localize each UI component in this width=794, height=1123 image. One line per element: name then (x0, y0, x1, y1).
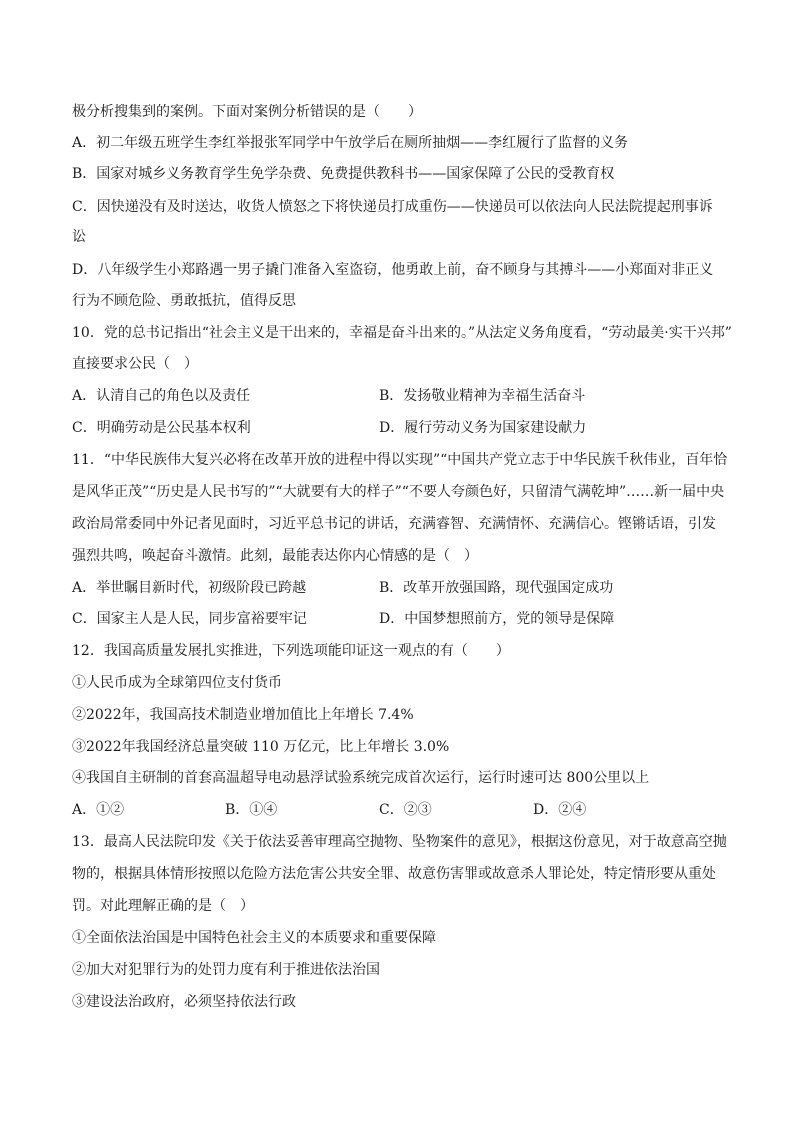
q12-option-c: C．②③ (379, 802, 432, 818)
q11-option-b: B．改革开放强国路，现代强国定成功 (379, 580, 614, 596)
q11-stem-line4: 强烈共鸣，唤起奋斗激情。此刻，最能表达你内心情感的是（ ） (72, 548, 478, 564)
q11-option-c: C．国家主人是人民，同步富裕要牢记 (72, 611, 307, 627)
q11-stem-line1: 11．“中华民族伟大复兴必将在改革开放的进程中得以实现”“中国共产党立志于中华民族千秋伟业，百年恰 (72, 452, 728, 468)
q11-option-a: A．举世瞩目新时代，初级阶段已跨越 (72, 580, 307, 596)
q12-option-b: B．①④ (225, 802, 278, 818)
q11-option-d: D．中国梦想照前方，党的领导是保障 (379, 611, 615, 627)
q9-option-b: B．国家对城乡义务教育学生免学杂费、免费提供教科书——国家保障了公民的受教育权 (72, 166, 615, 182)
q13-stem-line1: 13．最高人民法院印发《关于依法妥善审理高空抛物、坠物案件的意见》，根据这份意见，对于故意高空抛 (72, 834, 727, 850)
q13-stem-line2: 物的，根据具体情形按照以危险方法危害公共安全罪、故意伤害罪或故意杀人罪论处，特定情形要从重处 (72, 866, 716, 882)
q9-option-d-line1: D．八年级学生小郑路遇一男子撬门准备入室盗窃，他勇敢上前，奋不顾身与其搏斗——小郑面对非正义 (72, 262, 714, 278)
q10-option-c: C．明确劳动是公民基本权利 (72, 420, 251, 436)
q12-stem: 12．我国高质量发展扎实推进，下列选项能印证这一观点的有（ ） (72, 643, 510, 659)
q10-option-a: A．认清自己的角色以及责任 (72, 388, 251, 404)
q12-item-1: ①人民币成为全球第四位支付货币 (72, 675, 282, 691)
q10-stem-line1: 10．党的总书记指出“社会主义是干出来的，幸福是奋斗出来的。”从法定义务角度看，“劳动最美·实干兴邦” (72, 325, 732, 341)
q10-stem-line2: 直接要求公民（ ） (72, 356, 198, 372)
q11-stem-line2: 是风华正茂”“历史是人民书写的”“大就要有大的样子”“不要人夸颜色好，只留清气满乾坤”……新一届中央 (72, 484, 725, 500)
q12-item-4: ④我国自主研制的首套高温超导电动悬浮试验系统完成首次运行，运行时速可达 800公里以上 (72, 770, 650, 786)
q10-option-b: B．发扬敬业精神为幸福生活奋斗 (379, 388, 586, 404)
q11-stem-line3: 政治局常委同中外记者见面时，习近平总书记的讲话，充满睿智、充满情怀、充满信心。铿锵话语，引发 (72, 516, 716, 532)
q9-option-d-line2: 行为不顾危险、勇敢抵抗，值得反思 (72, 293, 296, 309)
q12-item-2: ②2022年，我国高技术制造业增加值比上年增长 7.4% (72, 707, 414, 723)
q13-item-3: ③建设法治政府，必须坚持依法行政 (72, 994, 296, 1010)
q12-item-3: ③2022年我国经济总量突破 110 万亿元，比上年增长 3.0% (72, 739, 450, 755)
q10-option-d: D．履行劳动义务为国家建设献力 (379, 420, 587, 436)
q9-option-c-line1: C．因快递没有及时送达，收货人愤怒之下将快递员打成重伤——快递员可以依法向人民法院提起刑事诉 (72, 199, 713, 215)
q13-item-1: ①全面依法治国是中国特色社会主义的本质要求和重要保障 (72, 930, 436, 946)
q9-option-a: A．初二年级五班学生李红举报张军同学中午放学后在厕所抽烟——李红履行了监督的义务 (72, 135, 629, 151)
q13-item-2: ②加大对犯罪行为的处罚力度有利于推进依法治国 (72, 962, 380, 978)
q9-option-c-line2: 讼 (72, 229, 86, 245)
q13-stem-line3: 罚。对此理解正确的是（ ） (72, 898, 254, 914)
q9-stem-tail: 极分析搜集到的案例。下面对案例分析错误的是（ ） (72, 104, 422, 120)
q12-option-d: D．②④ (533, 802, 587, 818)
q12-option-a: A．①② (72, 802, 125, 818)
